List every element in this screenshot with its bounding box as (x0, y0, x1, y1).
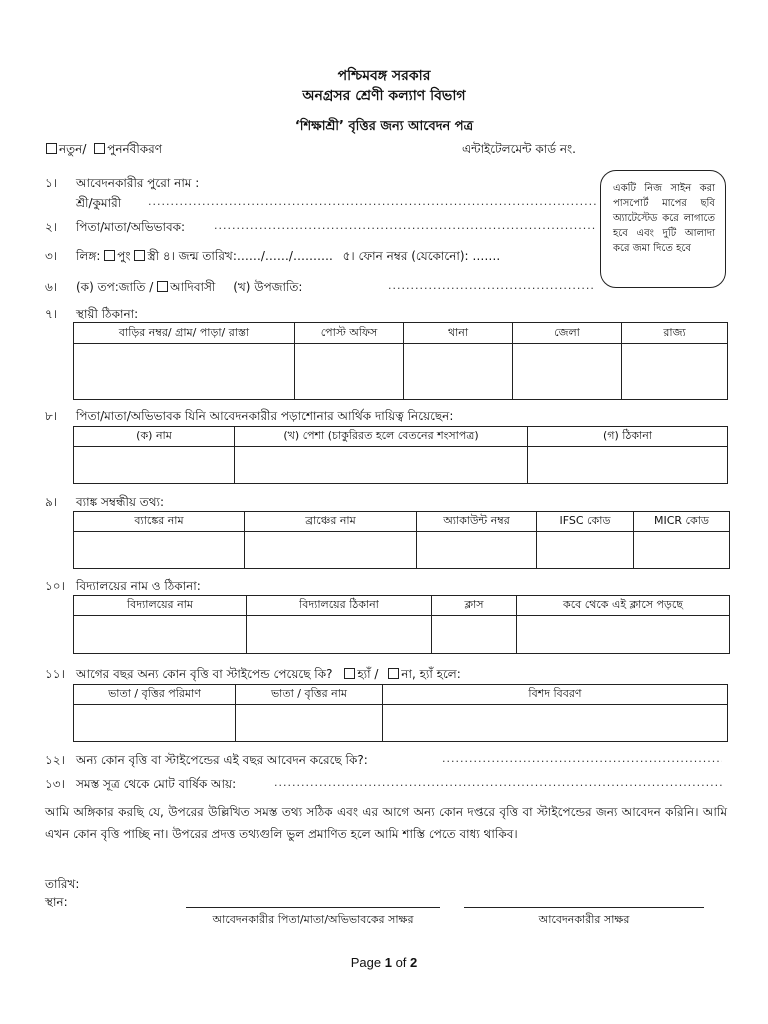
address-col-state: রাজ্য (622, 323, 728, 344)
q11-row (76, 666, 461, 686)
female-checkbox[interactable] (134, 250, 145, 261)
q1-number: ১। (45, 176, 58, 190)
page-current: 1 (384, 955, 392, 970)
guardian-col-address: (গ) ঠিকানা (528, 427, 728, 447)
page-number (0, 955, 768, 970)
applicant-signature-label: আবেদনকারীর সাক্ষর (538, 913, 630, 926)
phone-field[interactable]: ৫। ফোন নম্বর (যেকোনো): ……. (342, 249, 501, 263)
guardian-cell-occupation[interactable] (235, 447, 528, 484)
q9-label: ব্যাঙ্ক সম্বন্ধীয় তথ্য: (76, 495, 165, 509)
q6-number: ৬। (45, 280, 58, 294)
guardian-cell-name[interactable] (74, 447, 235, 484)
place-label: স্থান: (45, 895, 68, 909)
page-total: 2 (410, 955, 418, 970)
address-col-district: জেলা (513, 323, 622, 344)
q1-label: আবেদনকারীর পুরো নাম : (76, 176, 200, 190)
male-label: পুং (117, 249, 131, 263)
q2-label: পিতা/মাতা/অভিভাবক: (76, 220, 186, 234)
q12-label: অন্য কোন বৃত্তি বা স্টাইপেন্ডের এই বছর আবেদন করেছে কি?: (76, 753, 368, 767)
bank-col-account: অ্যাকাউন্ট নম্বর (417, 512, 537, 532)
sc-checkbox[interactable] (157, 281, 168, 292)
q1-sublabel: শ্রী/কুমারী (76, 196, 122, 210)
previous-stipend-table (73, 684, 728, 742)
address-col-police-station: থানা (404, 323, 513, 344)
q7-label: স্থায়ী ঠিকানা: (76, 307, 139, 321)
q3-number: ৩। (45, 249, 58, 263)
stipend-cell-details[interactable] (383, 705, 728, 742)
q8-number: ৮। (45, 409, 58, 423)
address-col-house: বাড়ির নম্বর/ গ্রাম/ পাড়া/ রাস্তা (74, 323, 295, 344)
govt-title: পশ্চিমবঙ্গ সরকার (337, 68, 431, 84)
photo-instructions: একটি নিজ সাইন করা পাসপোর্ট মাপের ছবি অ্যাটেস্টেড করে লাগাতে হবে এবং দুটি আলাদা করে জমা দিতে হবে (613, 183, 715, 254)
school-col-since: কবে থেকে এই ক্লাসে পড়ছে (517, 596, 730, 616)
stipend-col-name: ভাতা / বৃত্তির নাম (236, 685, 383, 705)
bank-table (73, 511, 730, 569)
sc-label: (ক) তপ:জাতি / (76, 280, 154, 294)
guardian-signature-line[interactable] (186, 907, 440, 908)
address-col-post-office: পোস্ট অফিস (295, 323, 404, 344)
bank-cell-branch[interactable] (245, 532, 417, 569)
school-col-name: বিদ্যালয়ের নাম (74, 596, 247, 616)
address-cell-police-station[interactable] (404, 344, 513, 400)
stipend-col-amount: ভাতা / বৃত্তির পরিমাণ (74, 685, 236, 705)
school-cell-since[interactable] (517, 616, 730, 654)
dob-field[interactable]: ৪। জন্ম তারিখ:……/……/………. (162, 249, 333, 263)
guardian-table (73, 426, 728, 484)
bank-cell-micr[interactable] (634, 532, 730, 569)
renewal-label: পুনর্নবীকরণ (107, 142, 163, 156)
q11-label: আগের বছর অন্য কোন বৃত্তি বা স্টাইপেন্ড পেয়েছে কি? (76, 667, 333, 681)
q11-no-checkbox[interactable] (388, 668, 399, 679)
gender-label: লিঙ্গ: (76, 249, 101, 263)
annual-income-field[interactable] (274, 776, 722, 789)
q7-number: ৭। (45, 307, 58, 321)
q6-row (76, 279, 302, 299)
declaration-text: আমি অঙ্গিকার করছি যে, উপরের উল্লিখিত সমস্ত তথ্য সঠিক এবং এর আগে অন্য কোন দপ্তরে বৃত্তি বা স্টাইপেন্ডের জন্য আবেদন করিনি। আমি এখন কোন বৃত্তি পাচ্ছি না। উপরের প্রদত্ত তথ্যগুলি ভুল প্রমাণিত হলে আমি শাস্তি পেতে বাধ্য থাকিব। (45, 805, 727, 841)
entitlement-card-label: এন্টাইটেলমেন্ট কার্ড নং. (462, 142, 576, 156)
bank-col-micr: MICR কোড (634, 512, 730, 532)
form-title: ‘শিক্ষাশ্রী’ বৃত্তির জন্য আবেদন পত্র (294, 119, 474, 134)
photo-box (600, 170, 726, 288)
page-sep: of (395, 955, 407, 970)
q8-label: পিতা/মাতা/অভিভাবক যিনি আবেদনকারীর পড়াশোনার আর্থিক দায়িত্ব নিয়েছেন: (76, 409, 454, 423)
q13-label: সমস্ত সূত্র থেকে মোট বার্ষিক আয়: (76, 777, 237, 791)
st-label: আদিবাসী (170, 280, 216, 294)
q11-yes-label: হ্যাঁ / (357, 667, 379, 681)
address-cell-house[interactable] (74, 344, 295, 400)
guardian-cell-address[interactable] (528, 447, 728, 484)
guardian-col-name: (ক) নাম (74, 427, 235, 447)
date-label: তারিখ: (45, 877, 80, 891)
stipend-cell-name[interactable] (236, 705, 383, 742)
guardian-col-occupation: (খ) পেশা (চাকুরিরত হলে বেতনের শংসাপত্র) (235, 427, 528, 447)
school-col-class: ক্লাস (432, 596, 517, 616)
school-col-address: বিদ্যালয়ের ঠিকানা (247, 596, 432, 616)
address-table (73, 322, 728, 400)
q10-number: ১০। (45, 579, 65, 593)
school-table (73, 595, 730, 654)
q11-no-label: না, হ্যাঁ হলে: (401, 667, 461, 681)
q11-number: ১১। (45, 667, 65, 681)
applicant-name-field[interactable] (148, 195, 596, 208)
bank-col-name: ব্যাঙ্কের নাম (74, 512, 245, 532)
stipend-cell-amount[interactable] (74, 705, 236, 742)
q9-number: ৯। (45, 495, 58, 509)
school-cell-class[interactable] (432, 616, 517, 654)
bank-cell-ifsc[interactable] (537, 532, 634, 569)
q11-yes-checkbox[interactable] (344, 668, 355, 679)
address-cell-post-office[interactable] (295, 344, 404, 400)
page-prefix: Page (350, 955, 382, 970)
q12-number: ১২। (45, 753, 65, 767)
subcaste-label: (খ) উপজাতি: (233, 280, 303, 294)
address-cell-state[interactable] (622, 344, 728, 400)
renewal-checkbox[interactable] (94, 143, 105, 154)
bank-cell-account[interactable] (417, 532, 537, 569)
q2-number: ২। (45, 220, 58, 234)
male-checkbox[interactable] (104, 250, 115, 261)
school-cell-name[interactable] (74, 616, 247, 654)
subcaste-field[interactable] (388, 279, 596, 292)
q3-row (76, 248, 500, 268)
guardian-signature-label: আবেদনকারীর পিতা/মাতা/অভিভাবকের সাক্ষর (212, 913, 414, 926)
q13-number: ১৩। (45, 777, 65, 791)
stipend-col-details: বিশদ বিবরণ (383, 685, 728, 705)
bank-col-ifsc: IFSC কোড (537, 512, 634, 532)
guardian-name-field[interactable] (214, 219, 596, 232)
bank-cell-name[interactable] (74, 532, 245, 569)
school-cell-address[interactable] (247, 616, 432, 654)
new-checkbox[interactable] (46, 143, 57, 154)
dept-title: অনগ্রসর শ্রেণী কল্যাণ বিভাগ (302, 88, 466, 104)
applicant-signature-line[interactable] (464, 907, 704, 908)
female-label: স্ত্রী (147, 249, 160, 263)
address-cell-district[interactable] (513, 344, 622, 400)
q10-label: বিদ্যালয়ের নাম ও ঠিকানা: (76, 579, 201, 593)
new-label: নতুন/ (59, 142, 87, 156)
bank-col-branch: ব্রাঞ্চের নাম (245, 512, 417, 532)
application-type (46, 141, 162, 161)
other-application-field[interactable] (442, 752, 722, 765)
